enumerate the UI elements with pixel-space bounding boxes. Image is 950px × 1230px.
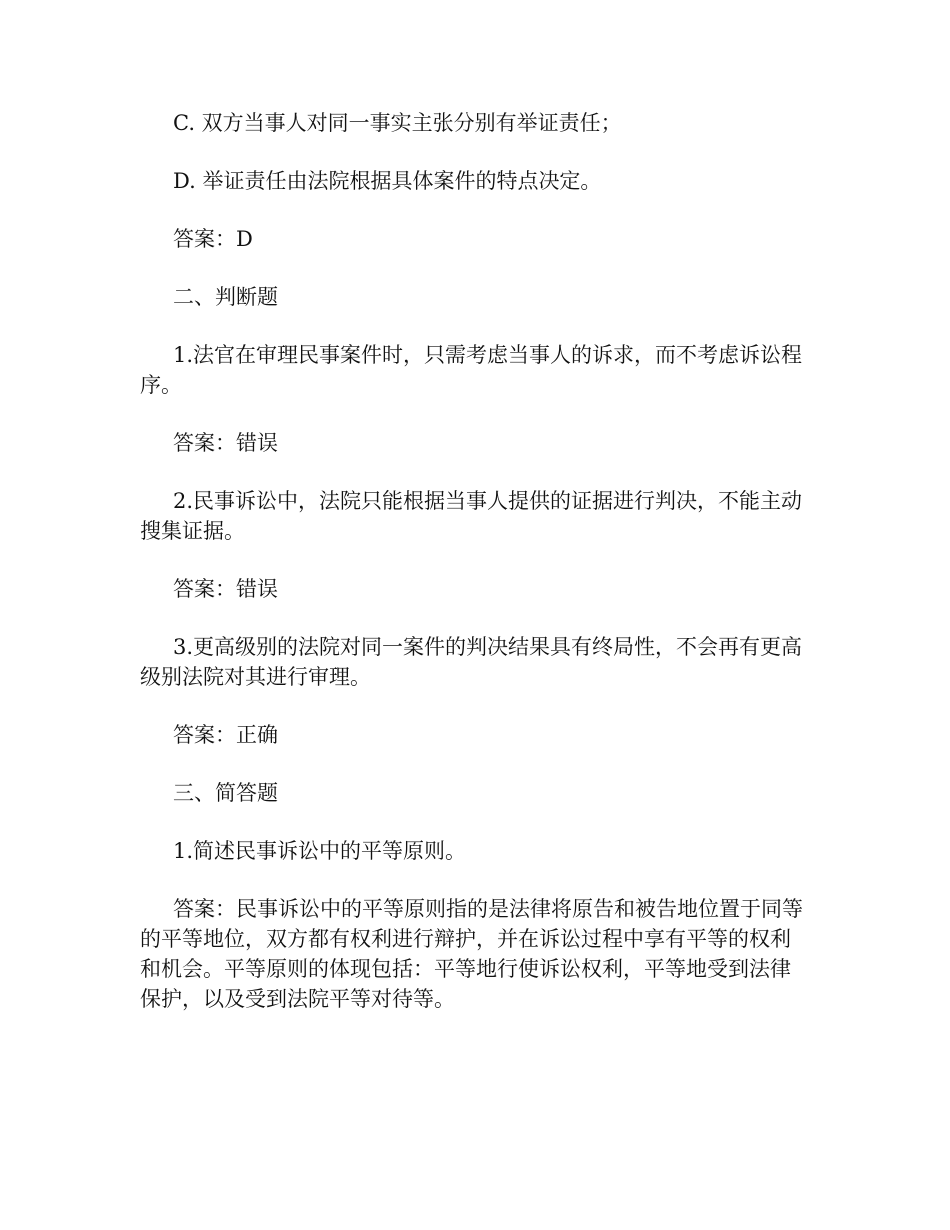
answer-line: 答案：错误 [173,577,278,601]
question-item: 1.法官在审理民事案件时，只需考虑当事人的诉求，而不考虑诉讼程序。 [140,343,803,397]
option-c: C. 双方当事人对同一事实主张分别有举证责任； [173,111,622,135]
answer-line: 答案：D [173,227,253,251]
answer-paragraph: 答案：民事诉讼中的平等原则指的是法律将原告和被告地位置于同等的平等地位，双方都有权利进行辩护，并在诉讼过程中享有平等的权利和机会。平等原则的体现包括：平等地行使诉讼权利，平等地受到法律保护，以及受到法院平等对待等。 [140,897,803,1011]
question-item: 2.民事诉讼中，法院只能根据当事人提供的证据进行判决，不能主动搜集证据。 [140,489,803,543]
question-item: 1.简述民事诉讼中的平等原则。 [173,839,467,863]
section-heading-short-answer: 三、简答题 [173,781,278,805]
document-page [140,108,810,1042]
option-d: D. 举证责任由法院根据具体案件的特点决定。 [173,169,602,193]
answer-line: 答案：正确 [173,723,278,747]
answer-line: 答案：错误 [173,431,278,455]
question-item: 3.更高级别的法院对同一案件的判决结果具有终局性，不会再有更高级别法院对其进行审理。 [140,635,803,689]
section-heading-judgment: 二、判断题 [173,285,278,309]
